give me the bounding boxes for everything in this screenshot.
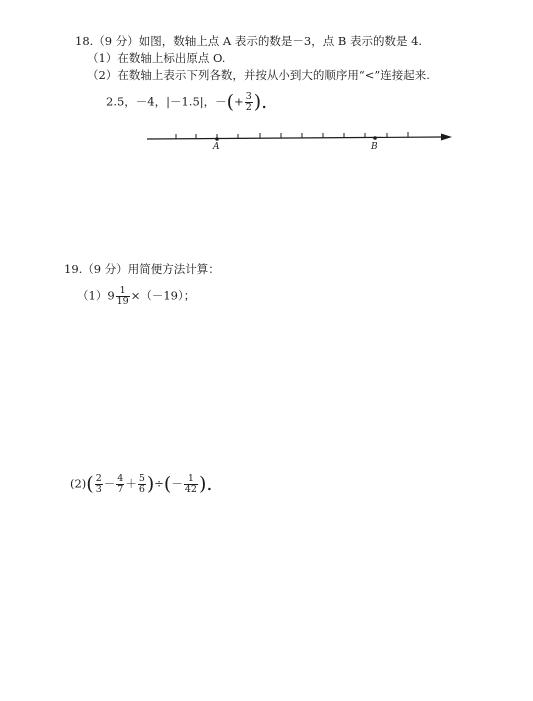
q19-part2 [70,474,212,495]
q19-p1-prefix: （1）9 [77,288,115,303]
q18-fraction [245,92,253,113]
q19-p2-end: ). [198,473,213,495]
frac1-num: 2 [95,473,102,484]
q19-p2-open2: ( [163,473,172,495]
q19-header: 19.（9 分）用简便方法计算： [64,262,220,276]
q18-part1: （1）在数轴上标出原点 O. [87,51,226,65]
q18-numbers-prefix: 2.5，－4，|－1.5|，－ [106,94,227,109]
q18-frac-num: 3 [245,91,252,102]
frac1-den: 3 [95,484,102,495]
q18-header: 18.（9 分）如图，数轴上点 A 表示的数是－3，点 B 表示的数是 4. [75,34,423,48]
q19-p2-open: ( [86,473,94,495]
q18-part2: （2）在数轴上表示下列各数，并按从小到大的顺序用“<”连接起来. [87,68,430,82]
point-b [373,136,377,140]
q19-p2-plus: ＋ [125,476,137,491]
q19-p2-div: ÷ [154,476,164,491]
q18-frac-den: 2 [245,102,252,113]
q19-p2-frac1 [95,474,103,495]
q18-paren-open: ( [226,91,235,113]
q19-p2-minus: － [103,476,116,491]
frac3-den: 6 [138,484,145,495]
q18-numbers [106,92,267,113]
q18-sign: + [234,94,244,109]
frac4-den: 42 [184,484,197,495]
q19-p2-frac2 [116,474,124,495]
point-a [215,137,219,141]
q19-p1-frac-den: 19 [116,296,129,307]
q19-p1-fraction [116,286,130,307]
frac3-num: 5 [138,473,145,484]
label-a: A [213,142,220,152]
label-b: B [371,142,378,152]
q19-p2-neg: － [171,476,183,491]
frac2-num: 4 [117,473,124,484]
frac4-num: 1 [184,474,198,485]
q19-p2-close: ) [146,473,155,495]
q19-p2-frac3 [138,474,146,495]
q19-p1-frac-num: 1 [116,286,130,297]
q18-paren-close: ). [253,91,268,113]
frac2-den: 7 [117,484,124,495]
q19-p2-frac4 [184,474,198,495]
q19-p1-suffix: ×（－19）； [130,288,196,303]
q19-part1 [77,286,195,307]
number-line-axis [147,137,442,139]
number-line-arrow [441,134,452,141]
q19-p2-prefix: (2) [70,476,87,491]
number-line [140,128,455,158]
